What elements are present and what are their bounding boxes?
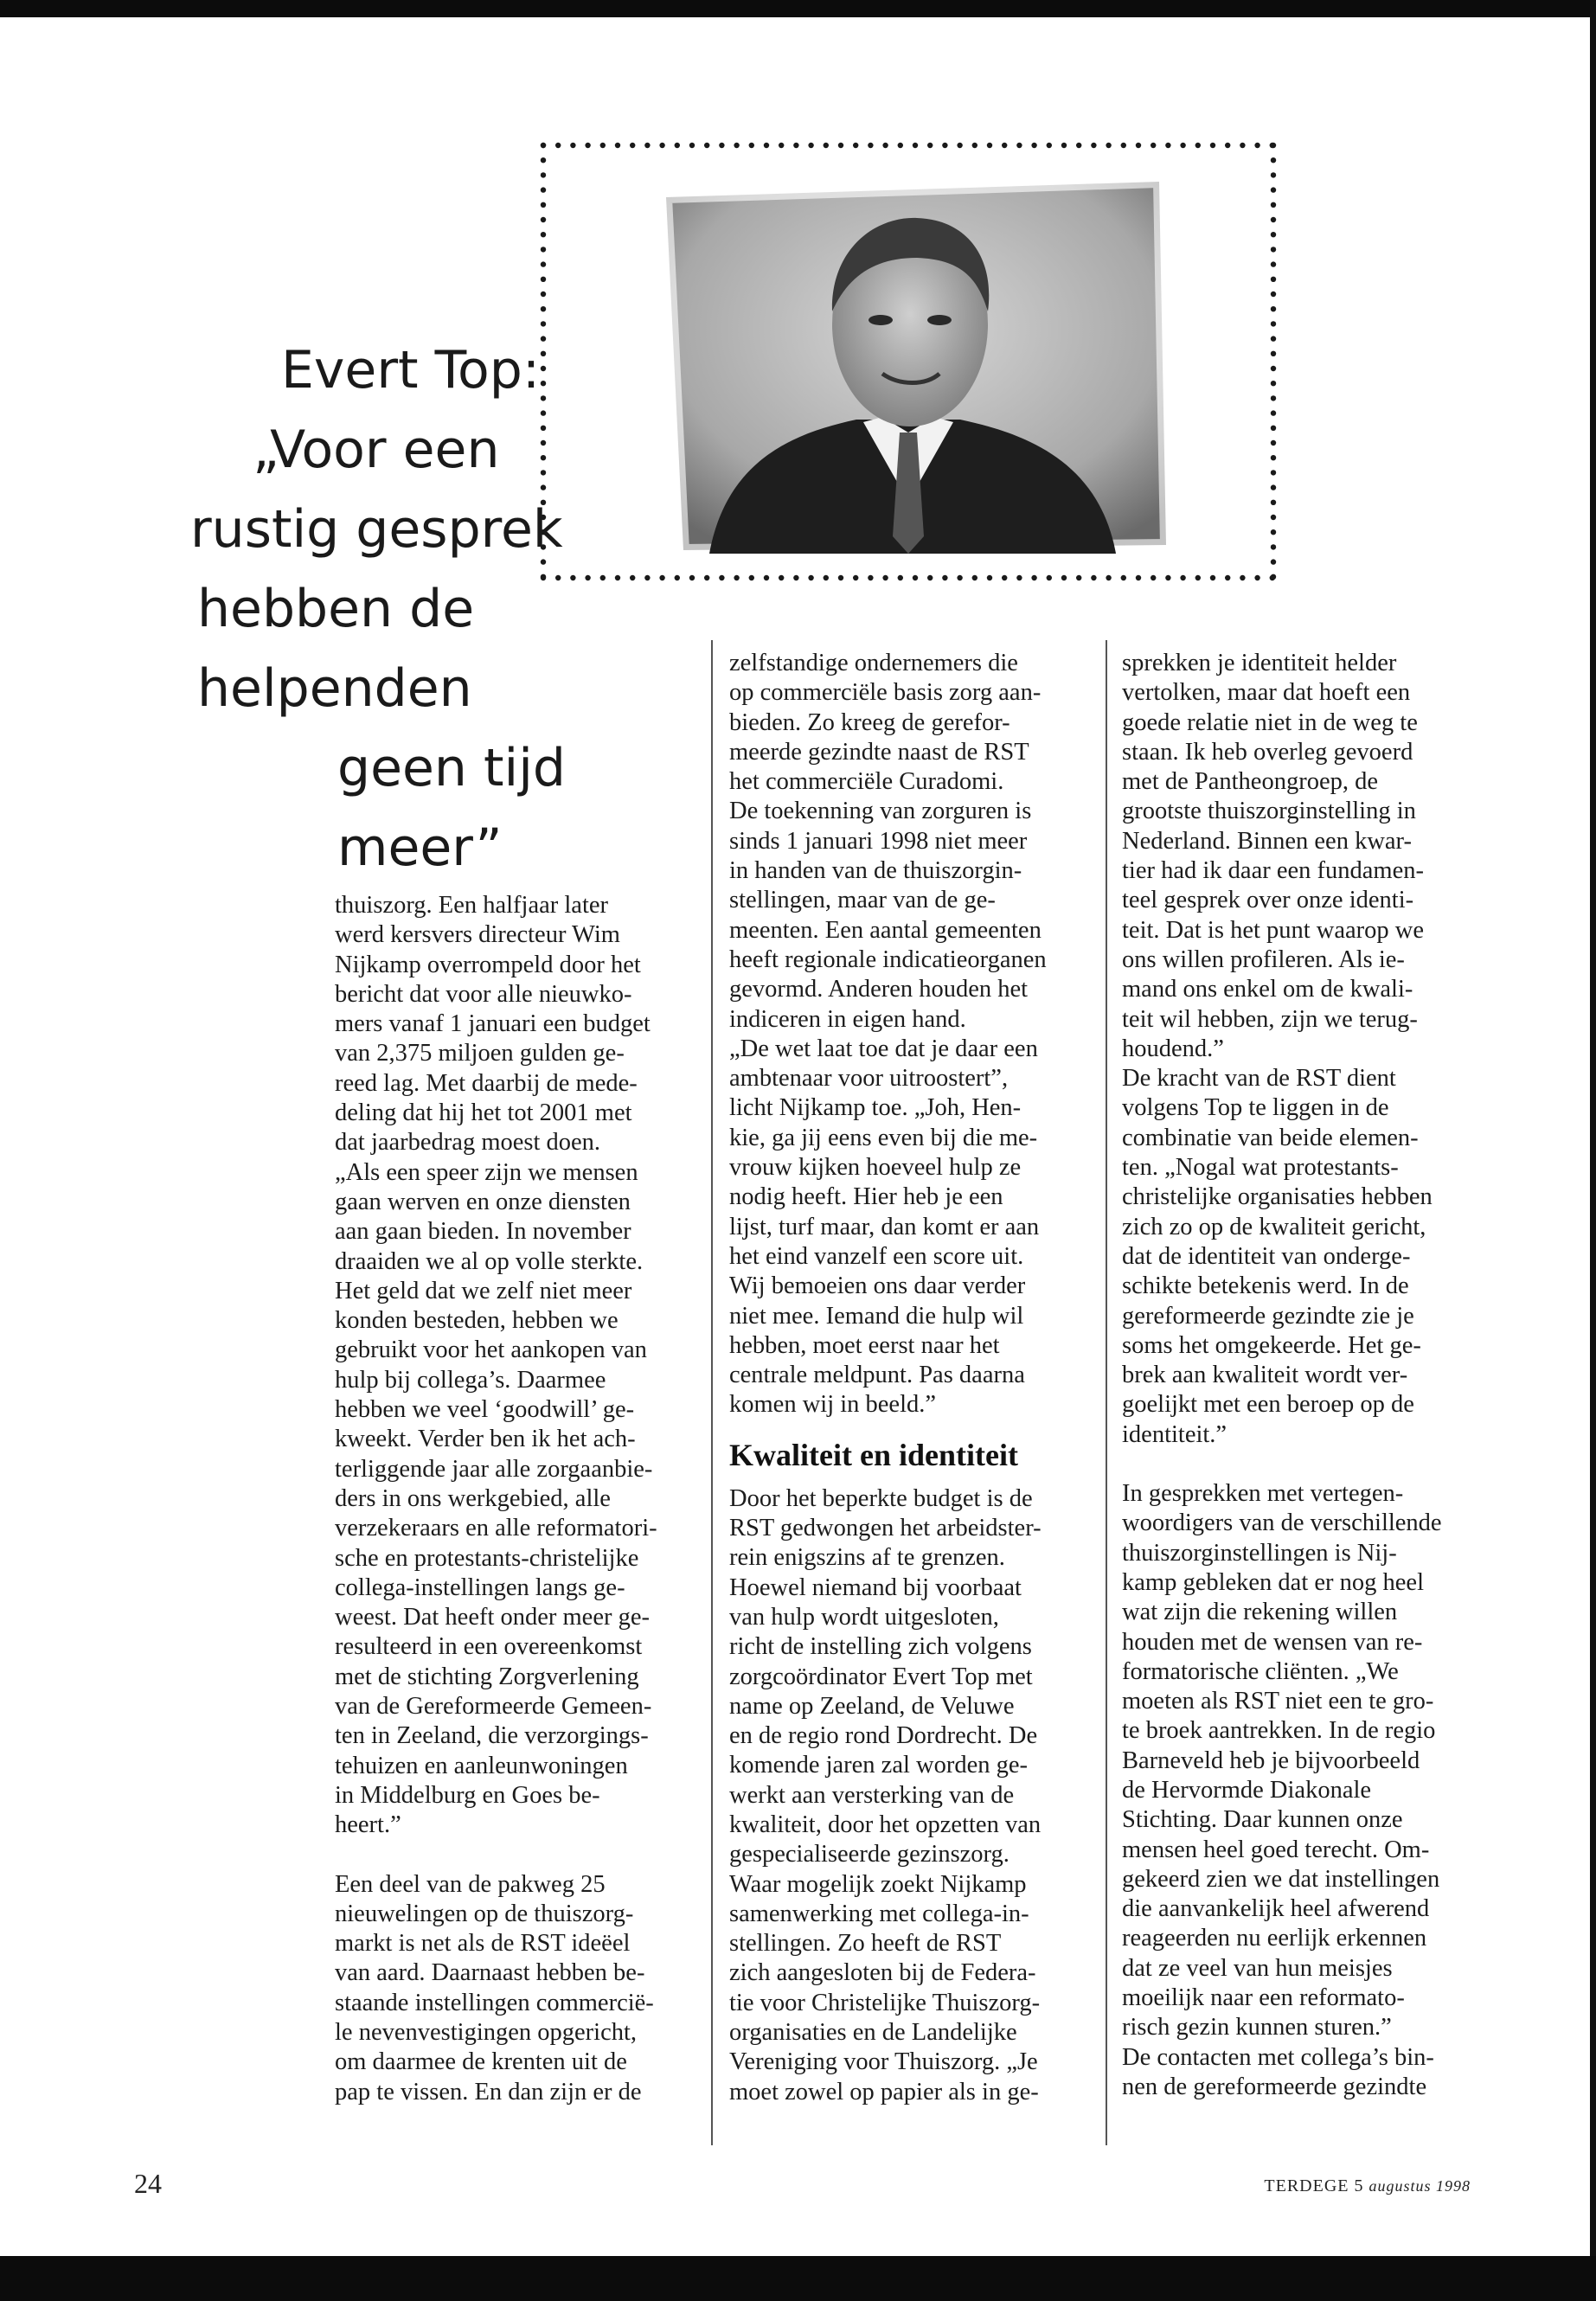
frame-dot — [541, 217, 546, 222]
text-line: om daarmee de krenten uit de — [335, 2048, 627, 2076]
frame-dot — [779, 143, 784, 148]
text-line: woordigers van de verschillende — [1122, 1509, 1442, 1537]
text-line: die aanvankelijk heel afwerend — [1122, 1895, 1430, 1923]
text-line: hulp bij collega’s. Daarmee — [335, 1366, 606, 1394]
text-line: ons willen profileren. Als ie- — [1122, 945, 1405, 973]
text-line: markt is net als de RST ideëel — [335, 1930, 631, 1958]
frame-dot — [541, 157, 546, 163]
frame-dot — [1271, 321, 1276, 326]
text-line: wat zijn die rekening willen — [1122, 1599, 1398, 1626]
text-line: hebben, moet eerst naar het — [729, 1331, 1000, 1359]
text-line: hebben we veel ‘goodwill’ ge- — [335, 1396, 635, 1424]
frame-dot — [1210, 143, 1215, 148]
text-line: kweekt. Verder ben ik het ach- — [335, 1426, 636, 1453]
text-line: tie voor Christelijke Thuiszorg- — [729, 1989, 1041, 2016]
text-line: van hulp wordt uitgesloten, — [729, 1603, 999, 1631]
text-line: gevormd. Anderen houden het — [729, 976, 1029, 1003]
text-line: zich aangesloten bij de Federa- — [729, 1959, 1036, 1987]
frame-dot — [1271, 277, 1276, 282]
frame-dot — [1271, 172, 1276, 177]
top-scan-edge — [0, 0, 1596, 17]
frame-dot — [1271, 529, 1276, 535]
text-line: goede relatie niet in de weg te — [1122, 708, 1418, 736]
frame-dot — [1121, 575, 1126, 580]
frame-dot — [1106, 575, 1111, 580]
frame-dot — [1271, 395, 1276, 401]
text-line: teit. Dat is het punt waarop we — [1122, 916, 1425, 944]
frame-dot — [927, 143, 933, 148]
text-line: gebruikt voor het aankopen van — [335, 1336, 647, 1364]
text-line: combinatie van beide elemen- — [1122, 1124, 1419, 1151]
article-column-3 — [1122, 649, 1494, 2102]
text-line: tier had ik daar een fundamen- — [1122, 857, 1424, 885]
text-line: bieden. Zo kreeg de gerefor- — [729, 708, 1010, 736]
frame-dot — [1091, 575, 1096, 580]
frame-dot — [972, 575, 977, 580]
publication-name: TERDEGE — [1264, 2176, 1349, 2195]
text-line: deling dat hij het tot 2001 met — [335, 1099, 632, 1127]
frame-dot — [689, 143, 695, 148]
text-line: Een deel van de pakweg 25 — [335, 1870, 606, 1898]
text-line: zich zo op de kwaliteit gericht, — [1122, 1213, 1426, 1240]
text-line: stellingen, maar van de ge- — [729, 887, 996, 914]
frame-dot — [764, 143, 769, 148]
frame-dot — [1271, 515, 1276, 520]
frame-dot — [734, 143, 739, 148]
text-line: Nijkamp overrompeld door het — [335, 951, 641, 978]
text-line: reed lag. Met daarbij de mede- — [335, 1069, 638, 1097]
text-line: het commerciële Curadomi. — [729, 768, 1004, 796]
text-line: risch gezin kunnen sturen.” — [1122, 2014, 1392, 2041]
frame-dot — [793, 143, 798, 148]
text-line: moeten als RST niet een te gro- — [1122, 1688, 1434, 1715]
frame-dot — [1076, 143, 1081, 148]
text-line: nodig heeft. Hier heb je een — [729, 1183, 1003, 1211]
frame-dot — [1180, 143, 1185, 148]
frame-dot — [853, 575, 858, 580]
text-line: werkt aan versterking van de — [729, 1781, 1015, 1809]
text-line: mers vanaf 1 januari een budget — [335, 1010, 651, 1038]
frame-dot — [1271, 559, 1276, 564]
text-line: Nederland. Binnen een kwar- — [1122, 827, 1412, 855]
frame-dot — [1271, 261, 1276, 266]
text-line: bericht dat voor alle nieuwko- — [335, 980, 632, 1008]
frame-dot — [808, 143, 813, 148]
frame-dot — [853, 143, 858, 148]
frame-dot — [1121, 143, 1126, 148]
text-line: „De wet laat toe dat je daar een — [729, 1035, 1038, 1062]
text-line: van 2,375 miljoen gulden ge- — [335, 1040, 625, 1067]
frame-dot — [1271, 544, 1276, 549]
text-line: soms het omgekeerde. Het ge- — [1122, 1331, 1421, 1359]
frame-dot — [957, 575, 962, 580]
text-line: terliggende jaar alle zorgaanbie- — [335, 1455, 653, 1483]
text-line: Stichting. Daar kunnen onze — [1122, 1806, 1403, 1834]
text-line: op commerciële basis zorg aan- — [729, 679, 1042, 707]
text-line: samenwerking met collega-in- — [729, 1900, 1029, 1927]
text-line: Vereniging voor Thuiszorg. „Je — [729, 2048, 1038, 2076]
text-line: komende jaren zal worden ge- — [729, 1752, 1029, 1779]
column-rule — [711, 640, 713, 2145]
frame-dot — [719, 575, 724, 580]
text-line: dat de identiteit van onderge- — [1122, 1242, 1411, 1270]
column-2-intro — [729, 649, 1101, 1420]
frame-dot — [541, 143, 546, 148]
text-line: meerde gezindte naast de RST — [729, 738, 1029, 766]
frame-dot — [1271, 202, 1276, 208]
frame-dot — [1271, 306, 1276, 311]
frame-dot — [1271, 500, 1276, 505]
text-line: kwaliteit, door het opzetten van — [729, 1811, 1042, 1838]
frame-dot — [1195, 575, 1201, 580]
frame-dot — [1240, 575, 1245, 580]
text-line: indiceren in eigen hand. — [729, 1005, 966, 1033]
frame-dot — [1151, 143, 1156, 148]
text-line: thuiszorg. Een halfjaar later — [335, 892, 609, 919]
frame-dot — [600, 143, 606, 148]
frame-dot — [585, 143, 590, 148]
headline-line: geen tijd meer” — [337, 738, 566, 878]
frame-dot — [1271, 247, 1276, 252]
text-line: mensen heel goed terecht. Om- — [1122, 1836, 1430, 1863]
text-line: vertolken, maar dat hoeft een — [1122, 679, 1411, 707]
section-heading: Kwaliteit en identiteit — [729, 1437, 1018, 1472]
frame-dot — [1106, 143, 1111, 148]
text-line: nieuwelingen op de thuiszorg- — [335, 1900, 634, 1927]
frame-dot — [615, 143, 620, 148]
frame-dot — [541, 321, 546, 326]
frame-dot — [541, 261, 546, 266]
frame-dot — [942, 575, 947, 580]
frame-dot — [1047, 143, 1052, 148]
text-line: werd kersvers directeur Wim — [335, 921, 620, 949]
frame-dot — [541, 277, 546, 282]
text-line: ders in ons werkgebied, alle — [335, 1484, 611, 1512]
text-line: Barneveld heb je bijvoorbeeld — [1122, 1747, 1420, 1774]
text-line: kamp gebleken dat er nog heel — [1122, 1568, 1424, 1596]
bottom-scan-edge — [0, 2256, 1596, 2301]
text-line: houdend.” — [1122, 1035, 1224, 1062]
text-line: pap te vissen. En dan zijn er de — [335, 2078, 642, 2106]
frame-dot — [541, 306, 546, 311]
text-line: Hoewel niemand bij voorbaat — [729, 1574, 1022, 1601]
headline-line: hebben de helpenden — [197, 579, 475, 719]
right-scan-edge — [1590, 0, 1596, 2301]
frame-dot — [541, 232, 546, 237]
text-line: moet zowel op papier als in ge- — [729, 2078, 1039, 2106]
page-number: 24 — [134, 2168, 162, 2199]
text-line: organisaties en de Landelijke — [729, 2019, 1017, 2047]
text-line: „Als een speer zijn we mensen — [335, 1158, 638, 1186]
frame-dot — [779, 575, 784, 580]
text-line: aan gaan bieden. In november — [335, 1218, 631, 1246]
frame-dot — [1271, 336, 1276, 341]
frame-dot — [1271, 381, 1276, 386]
frame-dot — [898, 575, 903, 580]
text-line: thuiszorginstellingen is Nij- — [1122, 1539, 1397, 1567]
text-line: met de stichting Zorgverlening — [335, 1663, 639, 1690]
publication-footer — [1264, 2176, 1471, 2196]
text-line: licht Nijkamp toe. „Joh, Hen- — [729, 1094, 1022, 1122]
frame-dot — [898, 143, 903, 148]
text-line: zelfstandige ondernemers die — [729, 650, 1018, 676]
frame-dot — [1002, 575, 1007, 580]
text-line: volgens Top te liggen in de — [1122, 1094, 1389, 1122]
frame-dot — [882, 575, 888, 580]
frame-dot — [1271, 217, 1276, 222]
text-line: verzekeraars en alle reformatori- — [335, 1515, 657, 1542]
frame-dot — [541, 202, 546, 208]
frame-dot — [1016, 143, 1022, 148]
frame-dot — [1031, 575, 1036, 580]
text-line: grootste thuiszorginstelling in — [1122, 798, 1416, 825]
frame-dot — [1180, 575, 1185, 580]
text-line: De toekenning van zorguren is — [729, 798, 1032, 825]
frame-dot — [675, 143, 680, 148]
text-line: mand ons enkel om de kwali- — [1122, 976, 1413, 1003]
frame-dot — [1002, 143, 1007, 148]
frame-dot — [1076, 575, 1081, 580]
frame-dot — [1225, 143, 1230, 148]
text-line: lijst, turf maar, dan komt er aan — [729, 1213, 1040, 1240]
frame-dot — [1271, 574, 1276, 580]
text-line: ten. „Nogal wat protestants- — [1122, 1154, 1399, 1182]
frame-dot — [793, 575, 798, 580]
frame-dot — [882, 143, 888, 148]
frame-dot — [541, 292, 546, 297]
text-line: teit wil hebben, zijn we terug- — [1122, 1005, 1418, 1033]
frame-dot — [541, 247, 546, 252]
text-line: De kracht van de RST dient — [1122, 1065, 1396, 1093]
frame-dot — [1271, 455, 1276, 460]
frame-dot — [972, 143, 977, 148]
text-line: sche en protestants-christelijke — [335, 1544, 639, 1572]
frame-dot — [1061, 143, 1067, 148]
column-2-body — [729, 1484, 1101, 2107]
frame-dot — [541, 172, 546, 177]
headline-line: „Voor een — [253, 420, 500, 480]
text-line: collega-instellingen langs ge- — [335, 1574, 625, 1601]
text-line: meenten. Een aantal gemeenten — [729, 916, 1042, 944]
text-line: Het geld dat we zelf niet meer — [335, 1277, 632, 1304]
text-line: teel gesprek over onze identi- — [1122, 887, 1414, 914]
frame-dot — [1271, 143, 1276, 148]
frame-dot — [1225, 575, 1230, 580]
frame-dot — [1136, 143, 1141, 148]
frame-dot — [957, 143, 962, 148]
frame-dot — [1031, 143, 1036, 148]
text-line: schikte betekenis werd. In de — [1122, 1272, 1409, 1300]
text-line: gereformeerde gezindte zie je — [1122, 1302, 1414, 1330]
text-line: in Middelburg en Goes be- — [335, 1781, 600, 1809]
frame-dot — [541, 187, 546, 192]
frame-dot — [1061, 575, 1067, 580]
frame-dot — [1195, 143, 1201, 148]
text-line: niet mee. Iemand die hulp wil — [729, 1302, 1024, 1330]
text-line: tehuizen en aanleunwoningen — [335, 1752, 628, 1779]
text-line: le nevenvestigingen opgericht, — [335, 2018, 638, 2046]
text-line: goelijkt met een beroep op de — [1122, 1391, 1414, 1419]
text-line: met de Pantheongroep, de — [1122, 768, 1378, 796]
text-line: resulteerd in een overeenkomst — [335, 1633, 643, 1661]
text-line: sprekken je identiteit helder — [1122, 650, 1397, 676]
text-line: heert.” — [335, 1811, 401, 1839]
frame-dot — [1271, 484, 1276, 490]
frame-dot — [1240, 143, 1245, 148]
text-line: gaan werven en onze diensten — [335, 1188, 631, 1215]
frame-dot — [868, 143, 873, 148]
frame-dot — [824, 575, 829, 580]
frame-dot — [987, 143, 992, 148]
text-line: staande instellingen commercië- — [335, 1989, 654, 2016]
text-line: richt de instelling zich volgens — [729, 1633, 1032, 1661]
frame-dot — [868, 575, 873, 580]
frame-dot — [942, 143, 947, 148]
text-line: name op Zeeland, de Veluwe — [729, 1692, 1015, 1720]
frame-dot — [1271, 410, 1276, 415]
text-line: te broek aantrekken. In de regio — [1122, 1717, 1436, 1745]
frame-dot — [987, 575, 992, 580]
frame-dot — [1271, 157, 1276, 163]
frame-dot — [1047, 575, 1052, 580]
text-line: van de Gereformeerde Gemeen- — [335, 1693, 652, 1721]
frame-dot — [1271, 426, 1276, 431]
article-column-2 — [729, 649, 1101, 2107]
text-line: van aard. Daarnaast hebben be- — [335, 1959, 645, 1987]
frame-dot — [555, 143, 561, 148]
frame-dot — [1254, 143, 1259, 148]
text-line: stellingen. Zo heeft de RST — [729, 1930, 1002, 1958]
frame-dot — [913, 575, 918, 580]
frame-dot — [764, 575, 769, 580]
frame-dot — [1254, 575, 1259, 580]
frame-dot — [927, 575, 933, 580]
text-line: dat jaarbedrag moest doen. — [335, 1129, 601, 1157]
frame-dot — [1271, 366, 1276, 371]
text-line: christelijke organisaties hebben — [1122, 1183, 1433, 1211]
text-line: formatorische cliënten. „We — [1122, 1657, 1399, 1685]
frame-dot — [1271, 187, 1276, 192]
text-line: gekeerd zien we dat instellingen — [1122, 1865, 1440, 1893]
text-line: de Hervormde Diakonale — [1122, 1776, 1372, 1804]
frame-dot — [913, 143, 918, 148]
text-line: reageerden nu eerlijk erkennen — [1122, 1925, 1427, 1952]
text-line: sinds 1 januari 1998 niet meer — [729, 827, 1028, 855]
text-line: zorgcoördinator Evert Top met — [729, 1663, 1033, 1690]
text-line: identiteit.” — [1122, 1420, 1227, 1448]
text-line: komen wij in beeld.” — [729, 1391, 937, 1419]
headline-line: rustig gesprek — [190, 499, 563, 560]
text-line: kie, ga jij eens even bij die me- — [729, 1124, 1038, 1151]
frame-dot — [1210, 575, 1215, 580]
text-line: brek aan kwaliteit wordt ver- — [1122, 1362, 1408, 1389]
frame-dot — [749, 575, 754, 580]
text-line: gespecialiseerde gezinszorg. — [729, 1841, 1010, 1868]
frame-dot — [1165, 575, 1170, 580]
text-line: ambtenaar voor uitroostert”, — [729, 1065, 1009, 1093]
text-line: ten in Zeeland, die verzorgings- — [335, 1722, 649, 1750]
frame-dot — [838, 143, 843, 148]
text-line: In gesprekken met vertegen- — [1122, 1480, 1404, 1508]
text-line: draaiden we al op volle sterkte. — [335, 1247, 644, 1275]
frame-dot — [1271, 292, 1276, 297]
text-line: nen de gereformeerde gezindte — [1122, 2073, 1427, 2100]
headline — [173, 330, 709, 888]
frame-dot — [630, 143, 635, 148]
text-line: vrouw kijken hoeveel hulp ze — [729, 1154, 1022, 1182]
frame-dot — [1151, 575, 1156, 580]
issue-date: augustus 1998 — [1368, 2177, 1471, 2195]
frame-dot — [659, 143, 664, 148]
text-line: Door het beperkte budget is de — [729, 1484, 1033, 1512]
text-line: centrale meldpunt. Pas daarna — [729, 1362, 1025, 1389]
frame-dot — [719, 143, 724, 148]
text-line: heeft regionale indicatieorganen — [729, 945, 1047, 973]
frame-dot — [1271, 440, 1276, 445]
text-line: staan. Ik heb overleg gevoerd — [1122, 738, 1413, 766]
text-line: en de regio rond Dordrecht. De — [729, 1722, 1038, 1750]
portrait-photo — [631, 173, 1185, 554]
frame-dot — [644, 143, 650, 148]
frame-dot — [808, 575, 813, 580]
frame-dot — [838, 575, 843, 580]
text-line: weest. Dat heeft onder meer ge- — [335, 1604, 650, 1631]
text-line: het eind vanzelf een score uit. — [729, 1242, 1024, 1270]
text-line: De contacten met collega’s bin- — [1122, 2043, 1434, 2071]
text-line: dat ze veel van hun meisjes — [1122, 1954, 1393, 1982]
text-line: rein enigszins af te grenzen. — [729, 1544, 1005, 1572]
article-column-1 — [335, 891, 698, 2107]
frame-dot — [1271, 232, 1276, 237]
frame-dot — [824, 143, 829, 148]
frame-dot — [1165, 143, 1170, 148]
frame-dot — [704, 143, 709, 148]
text-line: RST gedwongen het arbeidster- — [729, 1515, 1042, 1542]
frame-dot — [1016, 575, 1022, 580]
headline-line: Evert Top: — [281, 340, 541, 401]
frame-dot — [734, 575, 739, 580]
text-line: moeilijk naar een reformato- — [1122, 1984, 1405, 2012]
text-line: konden besteden, hebben we — [335, 1307, 619, 1335]
frame-dot — [749, 143, 754, 148]
text-line: Waar mogelijk zoekt Nijkamp — [729, 1870, 1027, 1898]
frame-dot — [1271, 351, 1276, 356]
frame-dot — [1136, 575, 1141, 580]
text-line: houden met de wensen van re- — [1122, 1628, 1423, 1656]
frame-dot — [570, 143, 575, 148]
column-rule — [1106, 640, 1107, 2145]
frame-dot — [1091, 143, 1096, 148]
issue-number: 5 — [1354, 2176, 1364, 2195]
frame-dot — [1271, 470, 1276, 475]
text-line: in handen van de thuiszorgin- — [729, 857, 1022, 885]
text-line: Wij bemoeien ons daar verder — [729, 1272, 1026, 1300]
